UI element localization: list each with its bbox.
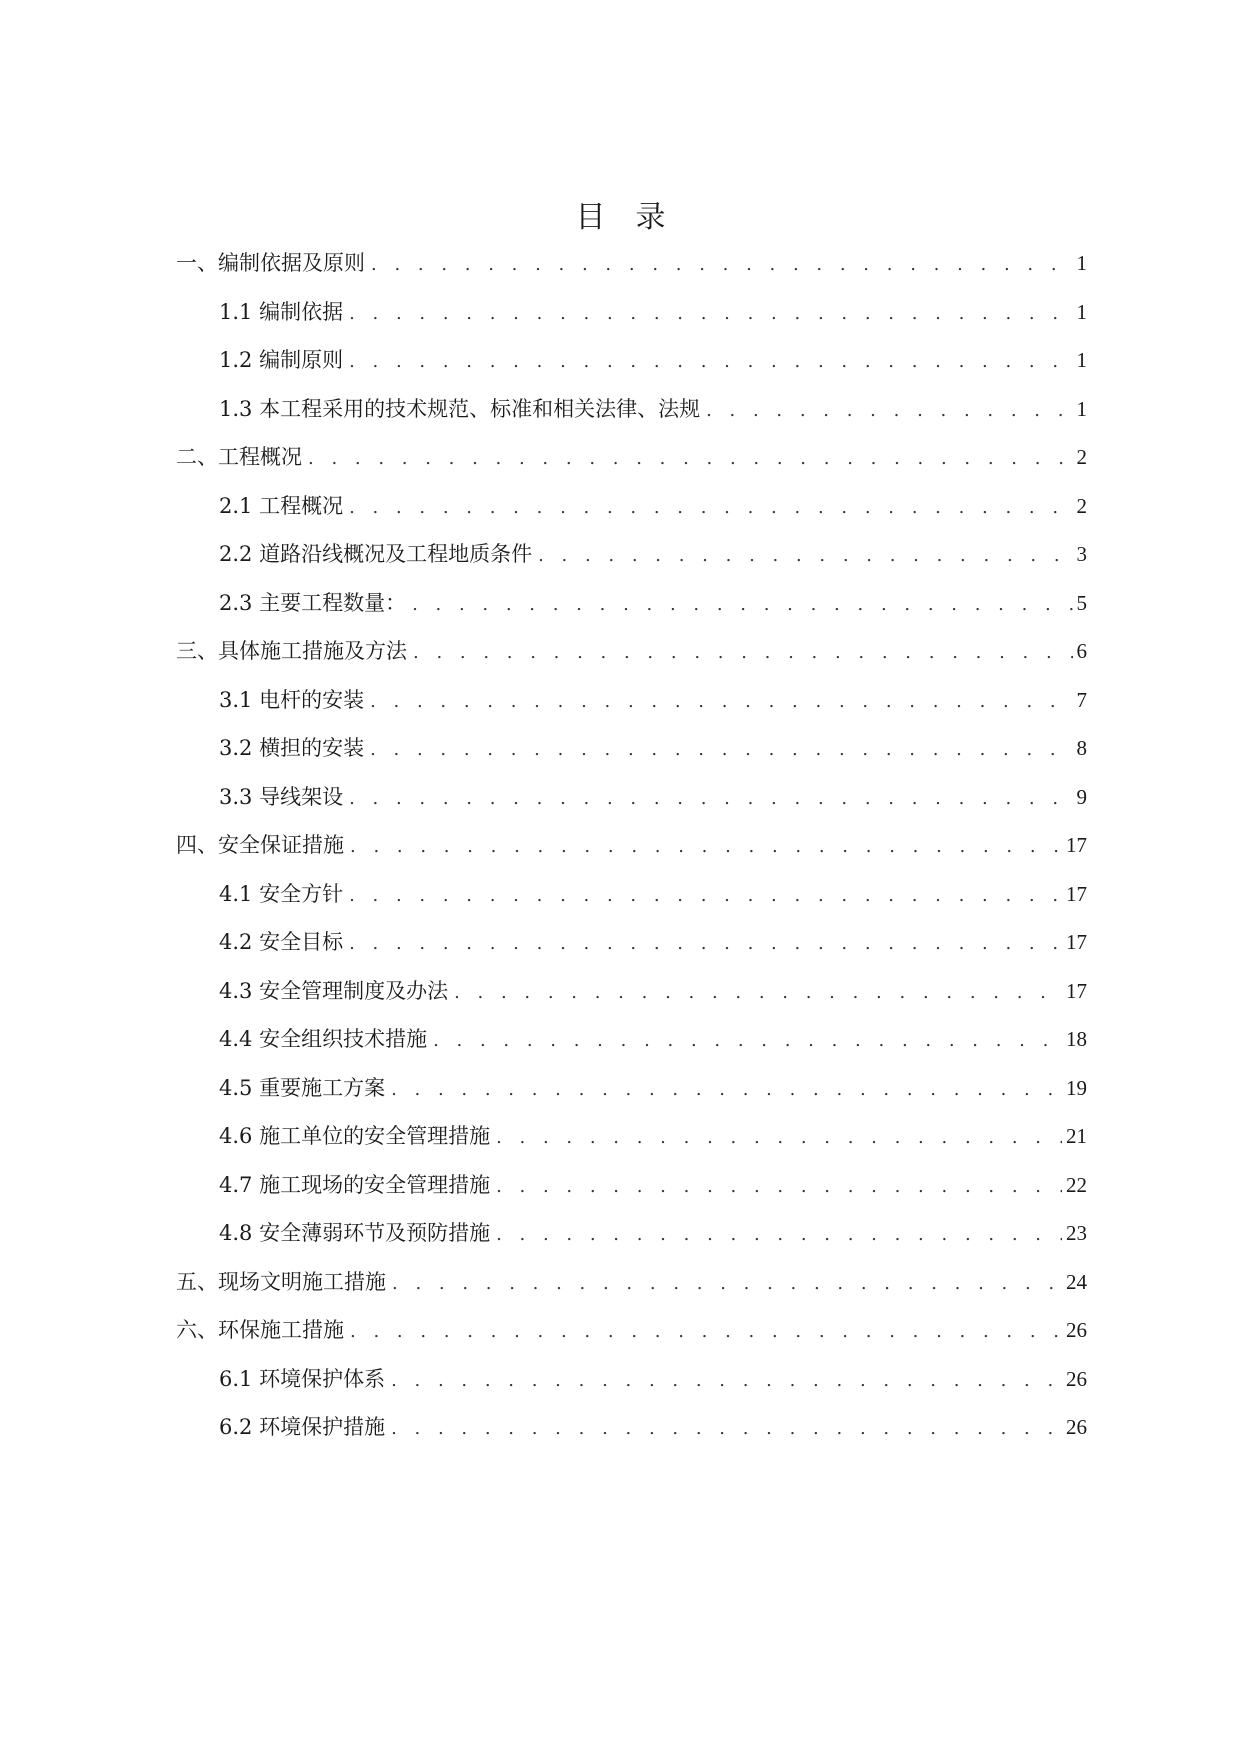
toc-section-entry[interactable] [176, 1070, 1087, 1119]
toc-section-entry[interactable] [176, 779, 1087, 828]
toc-section-entry[interactable] [176, 294, 1087, 343]
toc-dot-leader [392, 1266, 1062, 1302]
toc-page-number: 26 [1066, 1366, 1087, 1391]
toc-section-entry[interactable] [176, 536, 1087, 585]
toc-page-number: 22 [1066, 1172, 1087, 1197]
toc-entry-label: 6.1 环境保护体系 [219, 1366, 386, 1391]
toc-entry-label: 一、编制依据及原则 [176, 251, 365, 275]
toc-section-entry[interactable] [176, 682, 1087, 731]
toc-entry-label: 六、环保施工措施 [176, 1318, 344, 1342]
toc-page-number: 1 [1076, 299, 1087, 324]
toc-page-number: 8 [1076, 736, 1087, 760]
toc-page-number: 1 [1076, 251, 1087, 275]
toc-page-number: 17 [1066, 833, 1087, 857]
toc-dot-leader [349, 781, 1072, 817]
toc-section-entry[interactable] [176, 924, 1087, 973]
toc-chapter-entry[interactable] [176, 827, 1087, 876]
toc-dot-leader [350, 1314, 1062, 1350]
toc-dot-leader [350, 829, 1062, 865]
toc-entry-label: 6.2 环境保护措施 [219, 1415, 386, 1439]
toc-entry-label: 1.1 编制依据 [219, 299, 344, 324]
toc-page-number: 18 [1066, 1027, 1087, 1051]
toc-section-entry[interactable] [176, 1021, 1087, 1070]
toc-entry-label: 4.5 重要施工方案 [219, 1075, 386, 1100]
toc-dot-leader [349, 490, 1072, 526]
toc-dot-leader [412, 587, 1072, 623]
toc-page-number: 17 [1066, 978, 1087, 1003]
toc-entry-label: 四、安全保证措施 [176, 833, 344, 857]
toc-page-number: 26 [1066, 1415, 1087, 1439]
toc-page-number: 5 [1076, 590, 1087, 615]
toc-page-number: 7 [1076, 687, 1087, 712]
toc-dot-leader [391, 1072, 1062, 1108]
toc-entry-label: 4.4 安全组织技术措施 [219, 1027, 428, 1051]
toc-dot-leader [370, 732, 1072, 768]
toc-section-entry[interactable] [176, 876, 1087, 925]
toc-section-entry[interactable] [176, 391, 1087, 440]
toc-entry-label: 2.3 主要工程数量： [219, 590, 407, 615]
toc-entry-label: 二、工程概况 [176, 445, 302, 469]
toc-entry-label: 4.2 安全目标 [219, 930, 344, 954]
toc-entry-label: 4.3 安全管理制度及办法 [219, 978, 449, 1003]
toc-entry-label: 4.6 施工单位的安全管理措施 [219, 1124, 491, 1148]
toc-dot-leader [706, 393, 1072, 429]
toc-dot-leader [371, 247, 1073, 283]
toc-dot-leader [454, 975, 1062, 1011]
toc-section-entry[interactable] [176, 1215, 1087, 1264]
toc-section-entry[interactable] [176, 1118, 1087, 1167]
toc-dot-leader [349, 344, 1072, 380]
toc-section-entry[interactable] [176, 342, 1087, 391]
toc-dot-leader [391, 1411, 1062, 1447]
toc-dot-leader [413, 635, 1073, 671]
toc-page-number: 1 [1076, 348, 1087, 372]
toc-page-number: 23 [1066, 1221, 1087, 1245]
toc-dot-leader [349, 878, 1062, 914]
toc-section-entry[interactable] [176, 1409, 1087, 1458]
toc-entry-label: 三、具体施工措施及方法 [176, 639, 407, 663]
toc-page-number: 17 [1066, 881, 1087, 906]
toc-section-entry[interactable] [176, 1167, 1087, 1216]
toc-page-number: 2 [1076, 493, 1087, 518]
toc-entry-label: 3.3 导线架设 [219, 784, 344, 809]
toc-entry-label: 4.7 施工现场的安全管理措施 [219, 1172, 491, 1197]
toc-dot-leader [496, 1169, 1062, 1205]
toc-entry-label: 2.1 工程概况 [219, 493, 344, 518]
toc-section-entry[interactable] [176, 585, 1087, 634]
toc-page-number: 3 [1076, 542, 1087, 566]
toc-chapter-entry[interactable] [176, 1312, 1087, 1361]
toc-dot-leader [370, 684, 1072, 720]
toc-title: 目 录 [575, 200, 666, 235]
toc-list [176, 245, 1087, 1458]
toc-section-entry[interactable] [176, 973, 1087, 1022]
toc-page-number: 9 [1076, 784, 1087, 809]
toc-chapter-entry[interactable] [176, 1264, 1087, 1313]
toc-section-entry[interactable] [176, 1361, 1087, 1410]
toc-entry-label: 4.8 安全薄弱环节及预防措施 [219, 1221, 491, 1245]
toc-page-number: 2 [1076, 445, 1087, 469]
toc-section-entry[interactable] [176, 730, 1087, 779]
toc-entry-label: 3.1 电杆的安装 [219, 687, 365, 712]
toc-dot-leader [308, 441, 1073, 477]
toc-chapter-entry[interactable] [176, 633, 1087, 682]
toc-entry-label: 1.2 编制原则 [219, 348, 344, 372]
toc-dot-leader [349, 296, 1072, 332]
toc-dot-leader [538, 538, 1072, 574]
toc-dot-leader [433, 1023, 1062, 1059]
toc-chapter-entry[interactable] [176, 245, 1087, 294]
toc-dot-leader [496, 1120, 1062, 1156]
toc-entry-label: 1.3 本工程采用的技术规范、标准和相关法律、法规 [219, 396, 701, 421]
toc-entry-label: 4.1 安全方针 [219, 881, 344, 906]
toc-chapter-entry[interactable] [176, 439, 1087, 488]
toc-section-entry[interactable] [176, 488, 1087, 537]
toc-page-number: 26 [1066, 1318, 1087, 1342]
toc-page-number: 21 [1066, 1124, 1087, 1148]
toc-entry-label: 五、现场文明施工措施 [176, 1269, 386, 1294]
toc-page-number: 6 [1076, 639, 1087, 663]
toc-entry-label: 3.2 横担的安装 [219, 736, 365, 760]
toc-entry-label: 2.2 道路沿线概况及工程地质条件 [219, 542, 533, 566]
toc-page-number: 17 [1066, 930, 1087, 954]
toc-dot-leader [391, 1363, 1062, 1399]
toc-page-number: 19 [1066, 1075, 1087, 1100]
toc-page-number: 1 [1076, 396, 1087, 421]
toc-dot-leader [496, 1217, 1062, 1253]
toc-page-number: 24 [1066, 1269, 1087, 1294]
toc-dot-leader [349, 926, 1062, 962]
